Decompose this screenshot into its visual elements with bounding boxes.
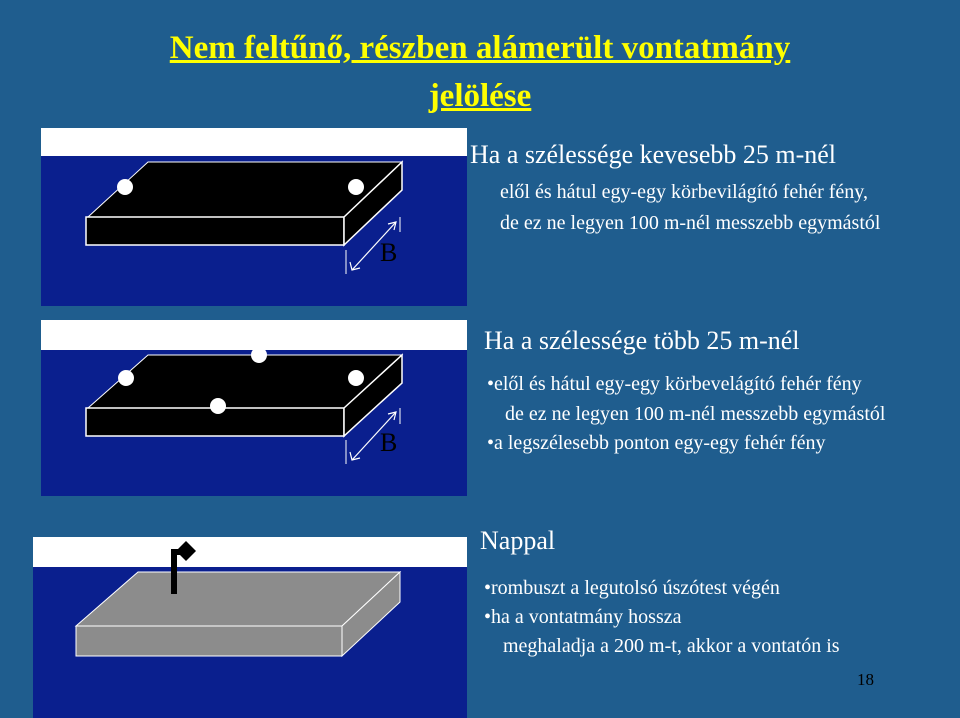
- section2-line2: de ez ne legyen 100 m-nél messzebb egymástól: [505, 403, 886, 425]
- section1-heading: Ha a szélessége kevesebb 25 m-nél: [470, 140, 837, 169]
- section2-dimension-label: B: [380, 428, 398, 457]
- section3-barge: [76, 572, 400, 656]
- section2-line1: •elől és hátul egy-egy körbevelágító fehér fény: [487, 373, 862, 395]
- section3-line2: •ha a vontatmány hossza: [484, 606, 682, 628]
- section1-dimension-label: B: [380, 238, 398, 267]
- section1-line1: elől és hátul egy-egy körbevilágító fehér fény,: [500, 181, 869, 203]
- slide-title-line2: jelölése: [428, 78, 532, 114]
- section3-heading: Nappal: [480, 526, 556, 555]
- section2-heading: Ha a szélessége több 25 m-nél: [484, 326, 800, 355]
- section2-line3: •a legszélesebb ponton egy-egy fehér fény: [487, 432, 826, 454]
- day-signal-pole: [171, 552, 177, 594]
- page-number: 18: [857, 670, 874, 689]
- section1-line2: de ez ne legyen 100 m-nél messzebb egymástól: [500, 212, 881, 234]
- rhombus-day-signal-icon: [176, 541, 196, 561]
- section3-line3: meghaladja a 200 m-t, akkor a vontatón is: [503, 635, 840, 657]
- slide-title-line1: Nem feltűnő, részben alámerült vontatmány: [169, 30, 791, 66]
- section3-line1: •rombuszt a legutolsó úszótest végén: [484, 577, 780, 599]
